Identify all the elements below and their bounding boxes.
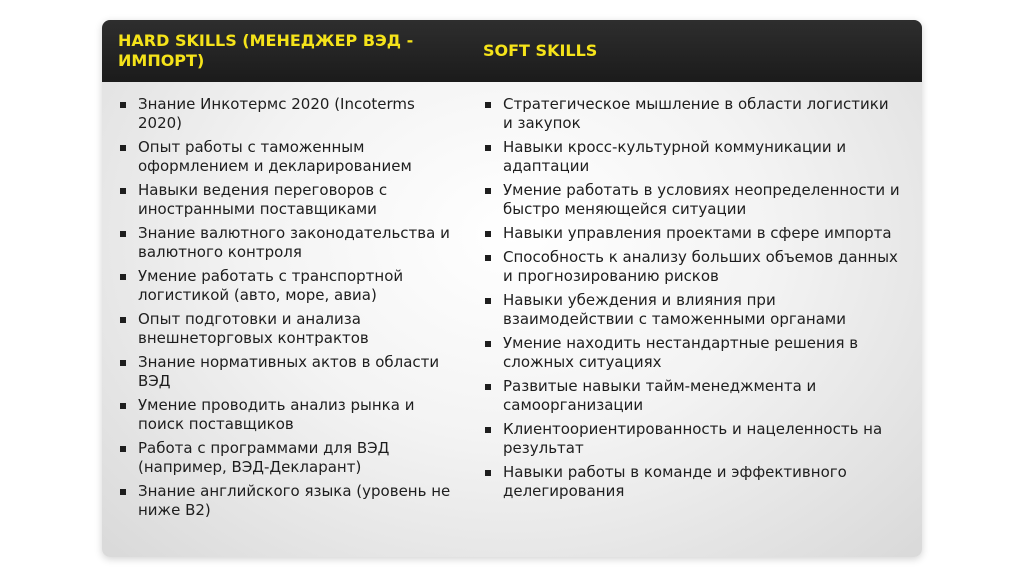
- bullet-icon: [485, 255, 491, 261]
- table-header: [102, 20, 922, 82]
- hard-skill-text: Умение проводить анализ рынка и поиск поставщиков: [138, 396, 415, 433]
- bullet-icon: [485, 427, 491, 433]
- list-item: [483, 377, 900, 415]
- hard-skill-text: Опыт работы с таможенным оформлением и декларированием: [138, 138, 412, 175]
- bullet-icon: [120, 188, 126, 194]
- bullet-icon: [485, 102, 491, 108]
- soft-skill-text: Развитые навыки тайм-менеджмента и самоорганизации: [503, 377, 817, 414]
- list-item: [118, 224, 460, 262]
- skills-table-card: [102, 20, 922, 557]
- bullet-icon: [485, 298, 491, 304]
- hard-skill-text: Знание нормативных актов в области ВЭД: [138, 353, 440, 390]
- list-item: [483, 224, 900, 243]
- bullet-icon: [120, 446, 126, 452]
- bullet-icon: [120, 102, 126, 108]
- list-item: [483, 181, 900, 219]
- bullet-icon: [120, 317, 126, 323]
- bullet-icon: [485, 341, 491, 347]
- bullet-icon: [485, 384, 491, 390]
- hard-skill-text: Работа с программами для ВЭД (например, ВЭД-Декларант): [138, 439, 390, 476]
- table-body: [102, 82, 922, 525]
- list-item: [483, 334, 900, 372]
- list-item: [118, 267, 460, 305]
- hard-skill-text: Знание английского языка (уровень не ниже B2): [138, 482, 451, 519]
- hard-skills-list: [118, 95, 460, 520]
- soft-skills-header: SOFT SKILLS: [483, 41, 598, 60]
- soft-skill-text: Навыки кросс-культурной коммуникации и адаптации: [503, 138, 847, 175]
- bullet-icon: [485, 231, 491, 237]
- bullet-icon: [485, 470, 491, 476]
- soft-skill-text: Навыки работы в команде и эффективного делегирования: [503, 463, 847, 500]
- hard-skill-text: Знание валютного законодательства и валютного контроля: [138, 224, 450, 261]
- bullet-icon: [120, 360, 126, 366]
- soft-skill-text: Умение работать в условиях неопределенности и быстро меняющейся ситуации: [503, 181, 900, 218]
- list-item: [118, 353, 460, 391]
- bullet-icon: [120, 145, 126, 151]
- bullet-icon: [120, 274, 126, 280]
- soft-skill-text: Стратегическое мышление в области логистики и закупок: [503, 95, 889, 132]
- soft-skill-text: Навыки управления проектами в сфере импорта: [503, 224, 892, 242]
- list-item: [118, 396, 460, 434]
- list-item: [118, 181, 460, 219]
- bullet-icon: [485, 188, 491, 194]
- list-item: [483, 291, 900, 329]
- list-item: [118, 482, 460, 520]
- list-item: [118, 138, 460, 176]
- hard-skills-column: [102, 95, 468, 525]
- bullet-icon: [120, 489, 126, 495]
- hard-skill-text: Умение работать с транспортной логистикой (авто, море, авиа): [138, 267, 404, 304]
- soft-skill-text: Клиентоориентированность и нацеленность на результат: [503, 420, 883, 457]
- list-item: [483, 95, 900, 133]
- soft-skill-text: Способность к анализу больших объемов данных и прогнозированию рисков: [503, 248, 898, 285]
- hard-skill-text: Знание Инкотермс 2020 (Incoterms 2020): [138, 95, 415, 132]
- soft-skills-list: [483, 95, 900, 501]
- list-item: [118, 310, 460, 348]
- hard-skill-text: Опыт подготовки и анализа внешнеторговых контрактов: [138, 310, 369, 347]
- list-item: [118, 95, 460, 133]
- hard-skill-text: Навыки ведения переговоров с иностранными поставщиками: [138, 181, 388, 218]
- list-item: [483, 138, 900, 176]
- soft-skills-column: [468, 95, 922, 525]
- soft-skill-text: Навыки убеждения и влияния при взаимодействии с таможенными органами: [503, 291, 846, 328]
- list-item: [483, 463, 900, 501]
- bullet-icon: [120, 231, 126, 237]
- list-item: [118, 439, 460, 477]
- list-item: [483, 248, 900, 286]
- bullet-icon: [485, 145, 491, 151]
- soft-skill-text: Умение находить нестандартные решения в сложных ситуациях: [503, 334, 859, 371]
- bullet-icon: [120, 403, 126, 409]
- list-item: [483, 420, 900, 458]
- hard-skills-header: HARD SKILLS (МЕНЕДЖЕР ВЭД - ИМПОРТ): [118, 31, 414, 70]
